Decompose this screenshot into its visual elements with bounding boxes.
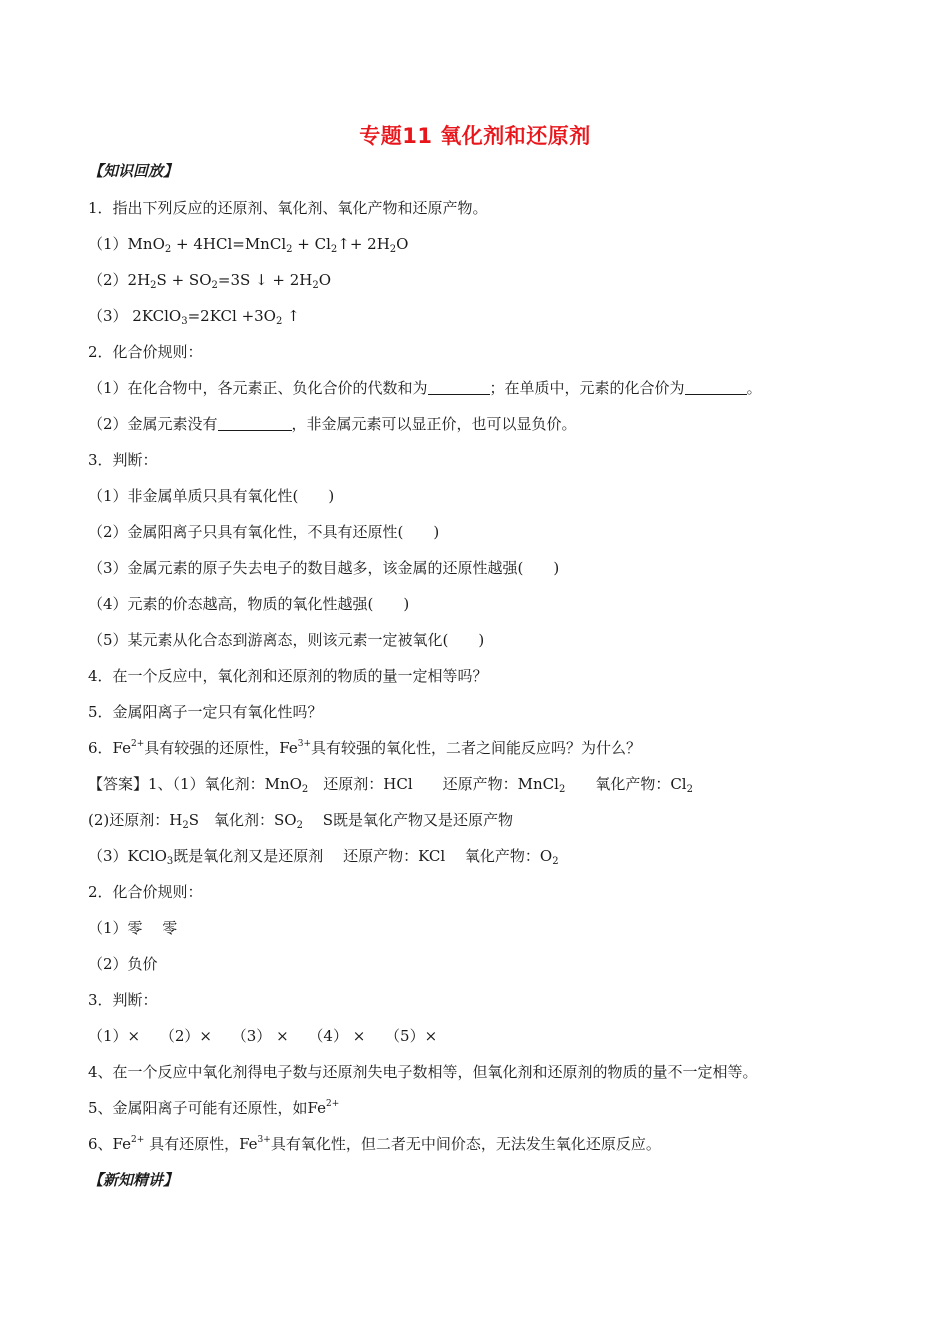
question-2: 2．化合价规则： [88, 343, 203, 361]
question-6: 6．$Fe^{2+}$具有较强的还原性，$Fe^{3+}$具有较强的氧化性，二者之间能反应吗？为什么？ [88, 739, 642, 757]
question-5: 5．金属阳离子一定只有氧化性吗？ [88, 703, 323, 721]
question-2-item-1: （1）在化合物中，各元素正、负化合价的代数和为 ；在单质中，元素的化合价为 。 [88, 379, 762, 397]
question-2-item-2: （2）金属元素没有 ，非金属元素可以显正价，也可以显负价。 [88, 415, 577, 433]
section-heading-review: 【知识回放】 [88, 162, 179, 180]
answer-2-2: （2）负价 [88, 955, 158, 973]
answer-2-1: （1）零 零 [88, 919, 178, 937]
page-title: 专题11 氧化剂和还原剂 [359, 124, 591, 148]
judge-item: （5）某元素从化合态到游离态，则该元素一定被氧化( ) [88, 631, 485, 649]
section-heading-new: 【新知精讲】 [88, 1171, 179, 1189]
answer-6: 6、$Fe^{2+}$ 具有还原性，$Fe^{3+}$具有氧化性，但二者无中间价态，无法发生氧化还原反应。 [88, 1135, 661, 1153]
judge-item: （1）非金属单质只具有氧化性( ) [88, 487, 335, 505]
judge-item: （4）元素的价态越高，物质的氧化性越强( ) [88, 595, 410, 613]
answer-3-items: （1）× （2）× （3） × （4） × （5）× [88, 1027, 438, 1045]
fill-blank [428, 380, 490, 395]
answer-2-title: 2．化合价规则： [88, 883, 203, 901]
answer-4: 4、在一个反应中氧化剂得电子数与还原剂失电子数相等，但氧化剂和还原剂的物质的量不一定相等。 [88, 1063, 758, 1081]
question-1: 1．指出下列反应的还原剂、氧化剂、氧化产物和还原产物。 [88, 199, 488, 217]
answer-5: 5、金属阳离子可能有还原性，如$Fe^{2+}$ [88, 1099, 340, 1117]
answer-3-title: 3．判断： [88, 991, 158, 1009]
judge-item: （3）金属元素的原子失去电子的数目越多，该金属的还原性越强( ) [88, 559, 560, 577]
reaction-1: （1）MnO$_2$ + 4HCl=MnCl$_2$ + $Cl_2↑+ 2H_2O$ [88, 235, 409, 255]
answer-1-3: （3）KClO$_3$既是氧化剂又是还原剂 还原产物：KCl 氧化产物：$O_2$ [88, 847, 559, 867]
answer-1-2: (2)还原剂：$H_2S$ 氧化剂：$SO_2$ S既是氧化产物又是还原产物 [88, 811, 513, 831]
judge-item: （2）金属阳离子只具有氧化性，不具有还原性( ) [88, 523, 440, 541]
question-3: 3．判断： [88, 451, 158, 469]
answer-1-1: 【答案】1、（1）氧化剂：MnO$_2$ 还原剂：HCl 还原产物：MnCl$_2$ 氧化产物：$Cl_2$ [88, 775, 693, 795]
fill-blank [685, 380, 747, 395]
question-4: 4．在一个反应中，氧化剂和还原剂的物质的量一定相等吗？ [88, 667, 488, 685]
reaction-3: （3） 2KClO$_3$=2KCl $+3O_2$ ↑ [88, 307, 300, 327]
fill-blank [218, 416, 292, 431]
reaction-2: $(2)2H_2S + SO_2=3S$ ↓ + $2H_2O$ [88, 271, 332, 291]
